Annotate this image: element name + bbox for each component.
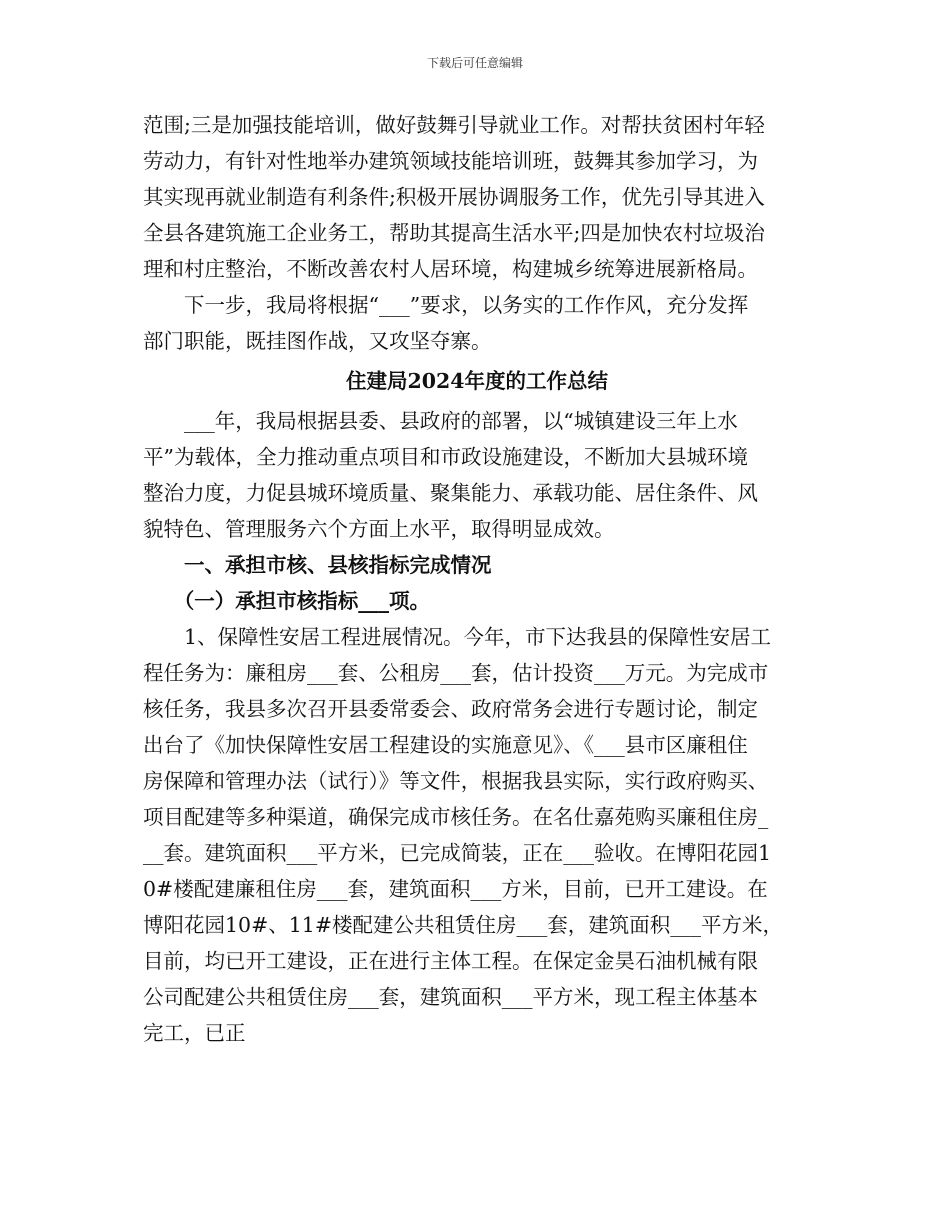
paragraph-line: 全县各建筑施工企业务工，帮助其提高生活水平;四是加快农村垃圾治 [143,221,765,245]
paragraph-line: 其实现再就业制造有利条件;积极开展协调服务工作，优先引导其进入 [143,185,765,209]
paragraph-line: 劳动力，有针对性地举办建筑领域技能培训班，鼓舞其参加学习，为 [143,149,758,173]
paragraph-line: 完工，已正 [143,1021,246,1045]
paragraph-line: 公司配建公共租赁住房___套，建筑面积___平方米，现工程主体基本 [143,985,758,1009]
paragraph-line: 出台了《加快保障性安居工程建设的实施意见》、《___县市区廉租住 [143,733,748,757]
heading-level-2: （一）承担市核指标___项。 [143,589,430,613]
document-body [143,107,811,1051]
paragraph-line: 整治力度，力促县城环境质量、聚集能力、承载功能、居住条件、风 [143,481,758,505]
paragraph-line: __套。建筑面积___平方米，已完成简装，正在___验收。在博阳花园1 [143,841,772,865]
paragraph-line: 理和村庄整治，不断改善农村人居环境，构建城乡统筹进展新格局。 [143,257,758,281]
paragraph-line: 目前，均已开工建设，正在进行主体工程。在保定金昊石油机械有限 [143,949,758,973]
paragraph-line: 博阳花园10#、11#楼配建公共租赁住房___套，建筑面积___平方米， [143,913,784,937]
page-header-note: 下载后可任意编辑 [426,56,523,70]
paragraph-line: 1、保障性安居工程进展情况。今年，市下达我县的保障性安居工 [143,625,772,649]
paragraph-line: 部门职能，既挂图作战，又攻坚夺寨。 [143,329,492,353]
paragraph-line: 范围;三是加强技能培训，做好鼓舞引导就业工作。对帮扶贫困村年轻 [143,113,765,137]
paragraph-line: 0#楼配建廉租住房___套，建筑面积___方米，目前，已开工建设。在 [143,877,768,901]
paragraph-line: 貌特色、管理服务六个方面上水平，取得明显成效。 [143,517,615,541]
paragraph-line: ___年，我局根据县委、县政府的部署，以“城镇建设三年上水 [143,409,738,433]
paragraph-line: 程任务为：廉租房___套、公租房___套，估计投资___万元。为完成市 [143,661,769,685]
paragraph-line: 平”为载体，全力推动重点项目和市政设施建设，不断加大县城环境 [143,445,748,469]
section-title: 住建局2024年度的工作总结 [345,369,609,393]
paragraph-line: 项目配建等多种渠道，确保完成市核任务。在名仕嘉苑购买廉租住房_ [143,805,769,829]
heading-level-1: 一、承担市核、县核指标完成情况 [143,553,492,577]
paragraph-line: 房保障和管理办法（试行）》等文件，根据我县实际，实行政府购买、 [143,769,769,793]
paragraph-line: 下一步，我局将根据“___”要求，以务实的工作作风，充分发挥 [143,293,749,317]
paragraph-line: 核任务，我县多次召开县委常委会、政府常务会进行专题讨论，制定 [143,697,758,721]
